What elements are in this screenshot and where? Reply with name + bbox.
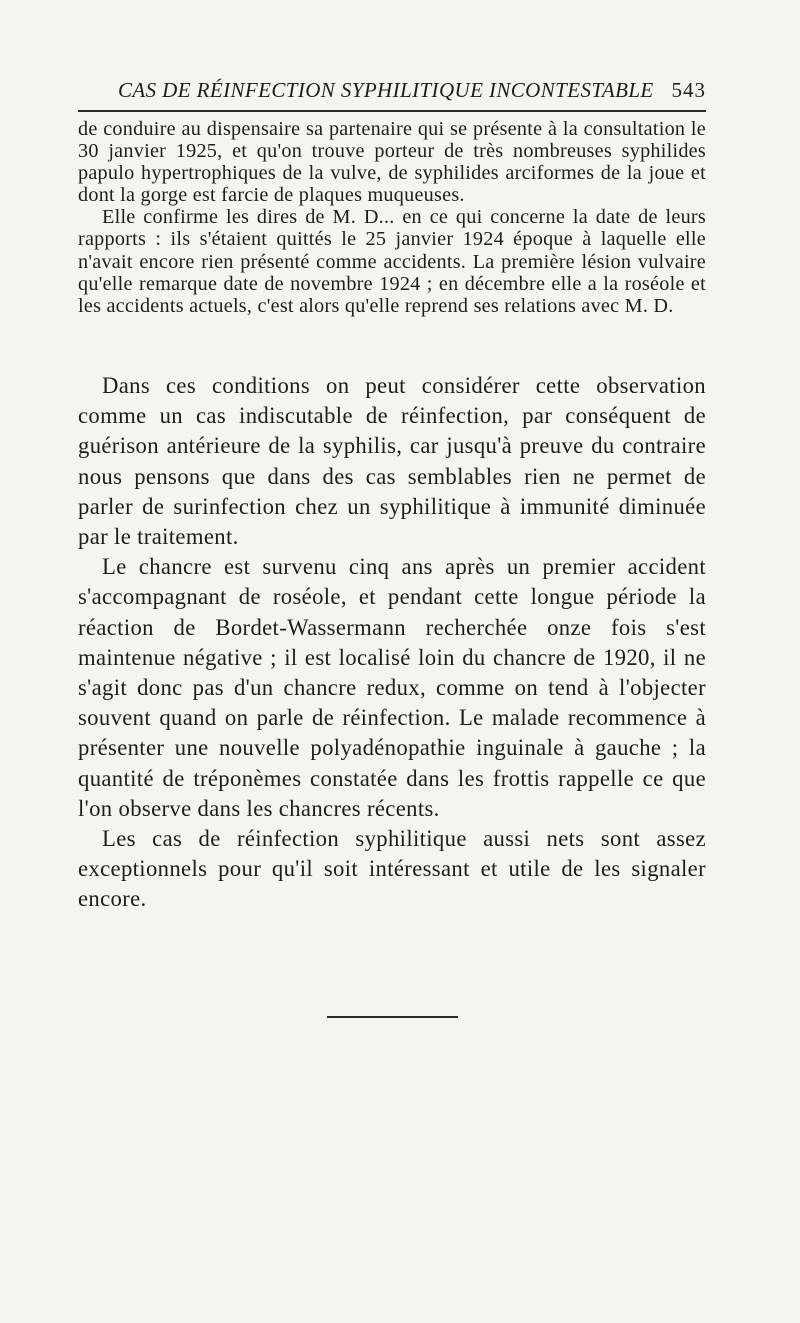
paragraph-conclusion: Les cas de réinfection syphilitique aussi nets sont assez exceptionnels pour qu'il soit intéressant et utile de les signaler encore.	[78, 826, 706, 912]
running-head: CAS DE RÉINFECTION SYPHILITIQUE INCONTESTABLE	[118, 78, 654, 102]
paragraph-conditions: Dans ces conditions on peut considérer cette observation comme un cas indiscutable de réinfection, par conséquent de guérison antérieure de la syphilis, car jusqu'à preuve du contraire nous pensons que dans des cas semblables rien ne permet de parler de surinfection chez un syphilitique à immunité diminuée par le traitement.	[78, 373, 706, 550]
paragraph-continued: de conduire au dispensaire sa partenaire qui se présente à la consultation le 30 janvier 1925, et qu'on trouve porteur de très nombreuses syphilides papulo hypertrophiques de la vulve, de syphilides arciformes de la joue et dont la gorge est farcie de plaques muqueuses.	[78, 118, 706, 207]
page-header	[78, 72, 706, 104]
paragraph-chancre: Le chancre est survenu cinq ans après un premier accident s'accompagnant de roséole, et pendant cette longue période la réaction de Bordet-Wassermann recherchée onze fois s'est maintenue négative ; il est localisé loin du chancre de 1920, il ne s'agit donc pas d'un chancre redux, comme on tend à l'objecter souvent quand on parle de réinfection. Le malade recommence à présenter une nouvelle polyadénopathie inguinale à gauche ; la quantité de tréponèmes constatée dans les frottis rappelle ce que l'on observe dans les chancres récents.	[78, 554, 706, 821]
case-report-text	[78, 118, 706, 317]
paragraph-confirmation: Elle confirme les dires de M. D... en ce qui concerne la date de leurs rapports : ils s'étaient quittés le 25 janvier 1924 époque à laquelle elle n'avait encore rien présenté comme accidents. La première lésion vulvaire qu'elle remarque date de novembre 1924 ; en décembre elle a la roséole et les accidents actuels, c'est alors qu'elle reprend ses relations avec M. D.	[78, 206, 706, 317]
discussion-text	[78, 371, 706, 915]
header-rule	[78, 110, 706, 112]
page-number: 543	[671, 78, 706, 102]
section-end-rule	[327, 1016, 458, 1018]
